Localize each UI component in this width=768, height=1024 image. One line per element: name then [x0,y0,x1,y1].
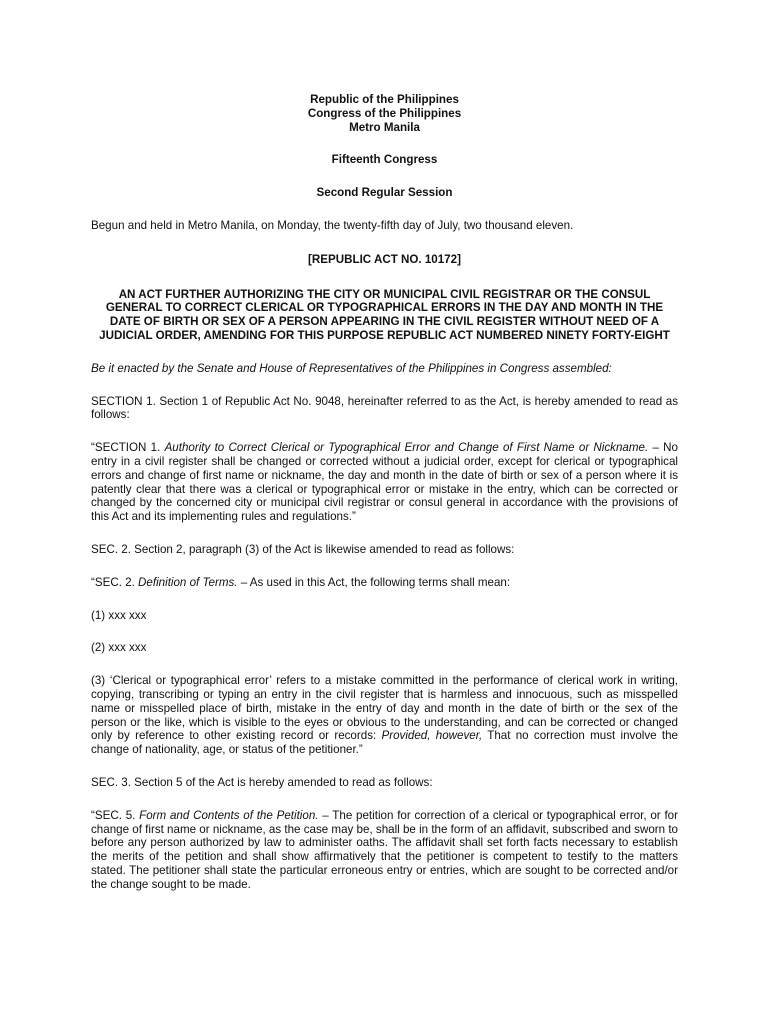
section-2-quote [91,576,678,590]
session-name: Second Regular Session [316,186,453,200]
section-3-heading: Form and Contents of the Petition. [139,808,319,822]
section-2-intro: SEC. 2. Section 2, paragraph (3) of the Act is likewise amended to read as follows: [91,542,515,556]
section-2-body: – As used in this Act, the following terms shall mean: [237,575,511,589]
section-3-intro: SEC. 3. Section 5 of the Act is hereby amended to read as follows: [91,775,433,789]
enacting-clause: Be it enacted by the Senate and House of Representatives of the Philippines in Congress assembled: [91,361,612,375]
section-3-quote [91,809,678,892]
header-location: Metro Manila [349,120,420,134]
section-3-body: – The petition for correction of a clerical or typographical error, or for change of first name or nickname, as the case may be, shall be in the form of an affidavit, subscribed and sworn to before any person authorized by law to administer oaths. The affidavit shall set forth facts necessary to establish the merits of the petition and shall show affirmatively that the petitioner is competent to testify to the matters stated. The petitioner shall state the particular erroneous entry or entries, which are sought to be corrected and/or the change sought to be made. [91,808,678,891]
section-1-heading: Authority to Correct Clerical or Typographical Error and Change of First Name or Nickname. [164,441,649,455]
section-1-body: – No entry in a civil register shall be changed or corrected without a judicial order, except for clerical or typographical errors and change of first name or nickname, the day and month in the date of birth or sex of a person where it is patently clear that there was a clerical or typographical error or mistake in the entry, which can be corrected or changed by the concerned city or municipal civil registrar or consul general in accordance with the provisions of this Act and its implementing rules and regulations.” [91,441,678,524]
definition-item-3-body: (3) ‘Clerical or typographical error’ refers to a mistake committed in the performance of clerical work in writing, copying, transcribing or typing an entry in the civil register that is harmless and innocuous, such as misspelled name or misspelled place of birth, mistake in the entry of day and month in the date of birth or the sex of the person or the like, which is visible to the eyes or obvious to the understanding, and can be corrected or changed only by reference to other existing record or records: [91,674,678,743]
definition-item-3-end: That no correction must involve the change of nationality, age, or status of the petitioner.” [91,729,678,757]
section-2-quote-prefix: “SEC. 2. [91,575,139,589]
act-title: AN ACT FURTHER AUTHORIZING THE CITY OR MUNICIPAL CIVIL REGISTRAR OR THE CONSUL GENERAL TO CORRECT CLERICAL OR TYPOGRAPHICAL ERRORS IN THE DAY AND MONTH IN THE DATE OF BIRTH OR SEX OF A PERSON APPEARING IN THE CIVIL REGISTER WITHOUT NEED OF A JUDICIAL ORDER, AMENDING FOR THIS PURPOSE REPUBLIC ACT NUMBERED NINETY FORTY-EIGHT [99,287,670,342]
congress-number: Fifteenth Congress [331,153,438,167]
section-1-intro: SECTION 1. Section 1 of Republic Act No. 9048, hereinafter referred to as the Act, is hereby amended to read as follows: [91,394,678,422]
begun-statement: Begun and held in Metro Manila, on Monday, the twenty-fifth day of July, two thousand eleven. [91,218,574,232]
section-2-heading: Definition of Terms. [138,575,238,589]
header-congress: Congress of the Philippines [307,106,462,120]
document-header [91,93,678,134]
header-republic: Republic of the Philippines [310,93,459,106]
section-1-quote [91,441,678,524]
definition-item-1: (1) xxx xxx [91,608,147,622]
section-3-quote-prefix: “SEC. 5. [91,808,140,822]
republic-act-number: [REPUBLIC ACT NO. 10172] [308,252,461,266]
definition-item-2: (2) xxx xxx [91,641,147,655]
section-1-quote-prefix: “SECTION 1. [91,441,165,455]
definition-item-3-proviso: Provided, however, [381,729,483,743]
definition-item-3 [91,674,678,757]
